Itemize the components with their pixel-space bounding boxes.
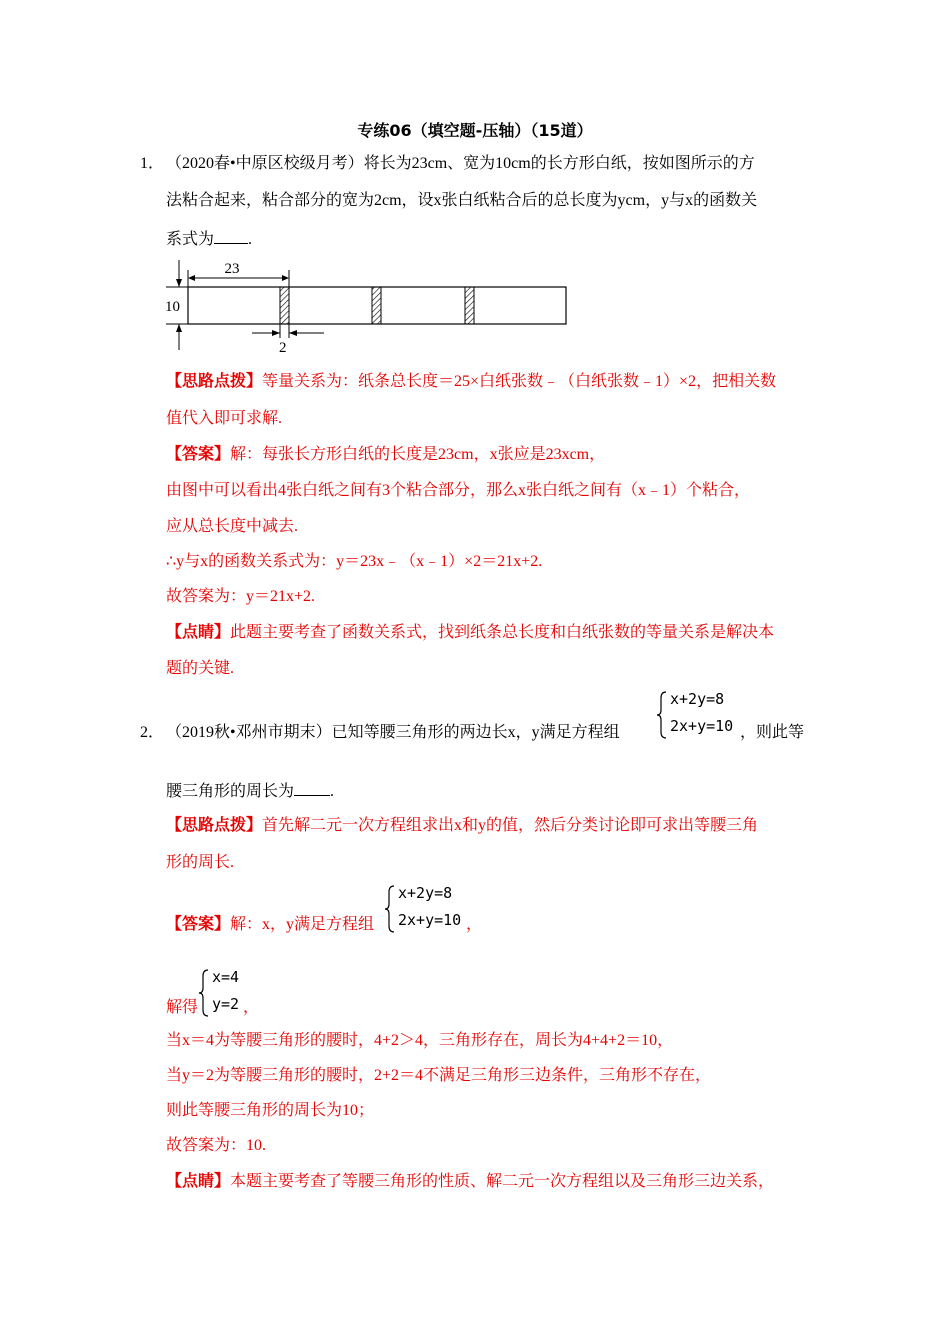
system-equation-1: x+2y=8 [670, 690, 725, 708]
q1-answer-tag: 【答案】 [166, 446, 231, 463]
system-equation-2: 2x+y=10 [670, 717, 734, 735]
q2-answer-text1: 解：x，y满足方程组 [230, 916, 375, 933]
q1-hint-line2: 值代入即可求解. [166, 410, 283, 427]
system-brace-icon [656, 690, 668, 740]
q1-comment-text1: 此题主要考查了函数关系式，找到纸条总长度和白纸张数的等量关系是解决本 [230, 624, 775, 641]
q1-answer-line2: 由图中可以看出4张白纸之间有3个粘合部分，那么x张白纸之间有（x﹣1）个粘合， [166, 482, 751, 499]
q1-paper-strip-figure [160, 258, 580, 358]
q2-comment-line1 [166, 1172, 774, 1192]
q2-hint-tag: 【思路点拨】 [166, 817, 263, 834]
q1-hint-line1 [166, 372, 776, 392]
q1-answer-line3: 应从总长度中减去. [166, 518, 299, 535]
q2-answer-line1 [166, 915, 374, 935]
q1-text-line2: 法粘合起来，粘合部分的宽为2cm，设x张白纸粘合后的总长度为ycm，y与x的函数关 [166, 192, 758, 209]
q2-comment-tag: 【点睛】 [166, 1173, 231, 1190]
q1-text-line1: （2020春•中原区校级月考）将长为23cm、宽为10cm的长方形白纸，按如图所示的方 [166, 155, 755, 172]
solution-equation-1: x=4 [212, 968, 240, 986]
q2-answer-line2: 当x＝4为等腰三角形的腰时，4+2＞4，三角形存在，周长为4+4+2＝10， [166, 1032, 674, 1049]
q2-comment-text1: 本题主要考查了等腰三角形的性质、解二元一次方程组以及三角形三边关系， [230, 1173, 775, 1190]
overlap-area-3 [465, 287, 474, 324]
q2-answer-tag: 【答案】 [166, 916, 231, 933]
q2-text-line2 [166, 781, 334, 802]
length-label: 23 [224, 261, 240, 277]
q1-line3-text: 系式为 [166, 231, 215, 248]
page-title: 专练06（填空题-压轴）（15道） [357, 121, 593, 140]
q2-number: 2． [140, 724, 165, 741]
q1-answer-line1 [166, 445, 605, 465]
q2-solve-end: ， [243, 999, 260, 1016]
q1-comment-tag: 【点睛】 [166, 624, 231, 641]
q1-hint-tag: 【思路点拨】 [166, 373, 263, 390]
overlap-label: 2 [279, 340, 287, 356]
q2-answer-line1-end: ， [466, 916, 483, 933]
width-label: 10 [165, 299, 180, 315]
q2-line2-text: 腰三角形的周长为 [166, 783, 295, 800]
solution-brace-icon [198, 968, 210, 1018]
q2-hint-text1: 首先解二元一次方程组求出x和y的值，然后分类讨论即可求出等腰三角 [262, 817, 759, 834]
q2-answer-line4: 则此等腰三角形的周长为10； [166, 1102, 375, 1119]
q1-hint-text1: 等量关系为：纸条总长度＝25×白纸张数﹣（白纸张数﹣1）×2，把相关数 [262, 373, 777, 390]
q2-text-line1b: ，则此等 [740, 724, 805, 741]
q2-hint-line1 [166, 816, 758, 836]
q2-text-line1a: （2019秋•邓州市期末）已知等腰三角形的两边长x，y满足方程组 [166, 724, 620, 741]
overlap-area-2 [372, 287, 381, 324]
q2-answer-equation-system [384, 884, 464, 934]
q2-line2-end: . [330, 783, 335, 800]
q2-answer-line5: 故答案为：10. [166, 1137, 267, 1154]
q1-answer-line5: 故答案为：y＝21x+2. [166, 588, 316, 605]
solution-equation-2: y=2 [212, 995, 240, 1013]
q1-answer-blank [214, 229, 248, 244]
answer-system-equation-2: 2x+y=10 [398, 911, 462, 929]
q2-solve-label: 解得 [166, 999, 199, 1016]
q1-answer-line4: ∴y与x的函数关系式为：y＝23x﹣（x﹣1）×2＝21x+2. [166, 553, 543, 570]
q2-answer-blank [294, 781, 330, 796]
q2-hint-line2: 形的周长. [166, 854, 235, 871]
answer-system-brace-icon [384, 884, 396, 934]
q2-answer-line3: 当y＝2为等腰三角形的腰时，2+2＝4不满足三角形三边条件，三角形不存在， [166, 1067, 712, 1084]
q1-line3-end: . [248, 231, 253, 248]
q1-text-line3 [166, 229, 252, 250]
q2-equation-system [656, 690, 736, 740]
q1-number: 1． [140, 155, 165, 172]
q1-comment-line1 [166, 623, 774, 643]
overlap-area-1 [280, 287, 289, 324]
q1-comment-line2: 题的关键. [166, 660, 235, 677]
answer-system-equation-1: x+2y=8 [398, 884, 453, 902]
q1-answer-text1: 解：每张长方形白纸的长度是23cm，x张应是23xcm， [230, 446, 606, 463]
